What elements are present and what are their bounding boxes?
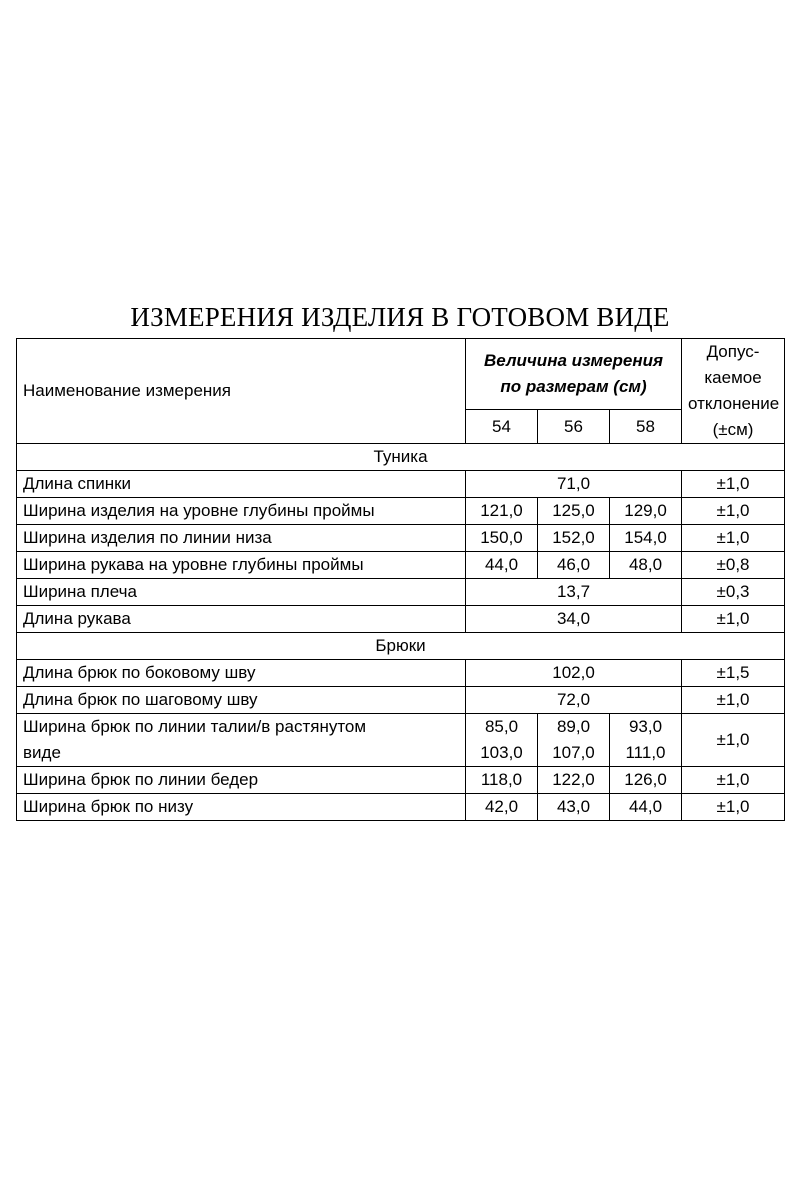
measurements-table [16,338,785,821]
table-row [17,714,785,767]
measure-name: Длина брюк по шаговому шву [17,687,466,714]
header-value-line-1: Величина измерения [484,351,664,370]
measure-name: Ширина плеча [17,579,466,606]
tolerance-value: ±0,8 [682,552,785,579]
measure-value: 44,0 [610,794,682,821]
section-title: Брюки [17,633,785,660]
table-row [17,471,785,498]
table-row [17,606,785,633]
header-value-line-2: по размерам (см) [500,377,647,396]
value-line-2: 107,0 [552,743,595,762]
measure-value: 34,0 [466,606,682,633]
measure-value: 125,0 [538,498,610,525]
tolerance-value: ±1,5 [682,660,785,687]
measure-name: Длина спинки [17,471,466,498]
table-row [17,498,785,525]
tolerance-value: ±1,0 [682,498,785,525]
measure-value: 72,0 [466,687,682,714]
measure-name: Ширина изделия по линии низа [17,525,466,552]
measure-name [17,714,466,767]
size-54: 54 [466,410,538,444]
measure-value: 46,0 [538,552,610,579]
size-56: 56 [538,410,610,444]
tolerance-value: ±1,0 [682,767,785,794]
measure-value [610,714,682,767]
page-title: ИЗМЕРЕНИЯ ИЗДЕЛИЯ В ГОТОВОМ ВИДЕ [130,302,670,332]
measure-name: Ширина брюк по низу [17,794,466,821]
measure-value: 150,0 [466,525,538,552]
measure-value: 42,0 [466,794,538,821]
tolerance-value: ±1,0 [682,471,785,498]
tolerance-line-1: Допус- [706,342,760,361]
section-title: Туника [17,444,785,471]
measure-name-line-1: Ширина брюк по линии талии/в растянутом [23,717,367,736]
measure-name-line-2: виде [23,743,61,762]
measure-name: Ширина брюк по линии бедер [17,767,466,794]
measure-value: 154,0 [610,525,682,552]
header-tolerance-cell [682,339,785,444]
tolerance-value: ±1,0 [682,794,785,821]
tolerance-line-2: каемое [704,368,762,387]
measure-name: Ширина изделия на уровне глубины проймы [17,498,466,525]
measure-name: Длина рукава [17,606,466,633]
measure-name: Длина брюк по боковому шву [17,660,466,687]
measure-value: 152,0 [538,525,610,552]
section-row-tunic [17,444,785,471]
tolerance-value: ±1,0 [682,687,785,714]
measure-value: 122,0 [538,767,610,794]
tolerance-value: ±1,0 [682,714,785,767]
measure-value [466,714,538,767]
table-row [17,525,785,552]
size-58: 58 [610,410,682,444]
section-row-trousers [17,633,785,660]
measure-value: 126,0 [610,767,682,794]
tolerance-line-4: (±см) [712,420,754,439]
measure-value: 13,7 [466,579,682,606]
measure-value: 44,0 [466,552,538,579]
measure-value [538,714,610,767]
measure-value: 48,0 [610,552,682,579]
table-row [17,767,785,794]
tolerance-line-3: отклонение [688,394,780,413]
table-row [17,660,785,687]
table-row [17,794,785,821]
tolerance-value: ±0,3 [682,579,785,606]
table-row [17,552,785,579]
measure-value: 43,0 [538,794,610,821]
measure-value: 129,0 [610,498,682,525]
value-line-1: 93,0 [628,717,663,736]
table-row [17,687,785,714]
measure-value: 102,0 [466,660,682,687]
measure-value: 71,0 [466,471,682,498]
measure-value: 118,0 [466,767,538,794]
measure-name: Ширина рукава на уровне глубины проймы [17,552,466,579]
header-row [17,339,785,410]
header-value-cell [466,339,682,410]
value-line-1: 85,0 [484,717,519,736]
table-row [17,579,785,606]
value-line-2: 103,0 [480,743,523,762]
value-line-1: 89,0 [556,717,591,736]
tolerance-value: ±1,0 [682,525,785,552]
measure-value: 121,0 [466,498,538,525]
header-name-cell: Наименование измерения [17,339,466,444]
value-line-2: 111,0 [625,743,666,762]
tolerance-value: ±1,0 [682,606,785,633]
